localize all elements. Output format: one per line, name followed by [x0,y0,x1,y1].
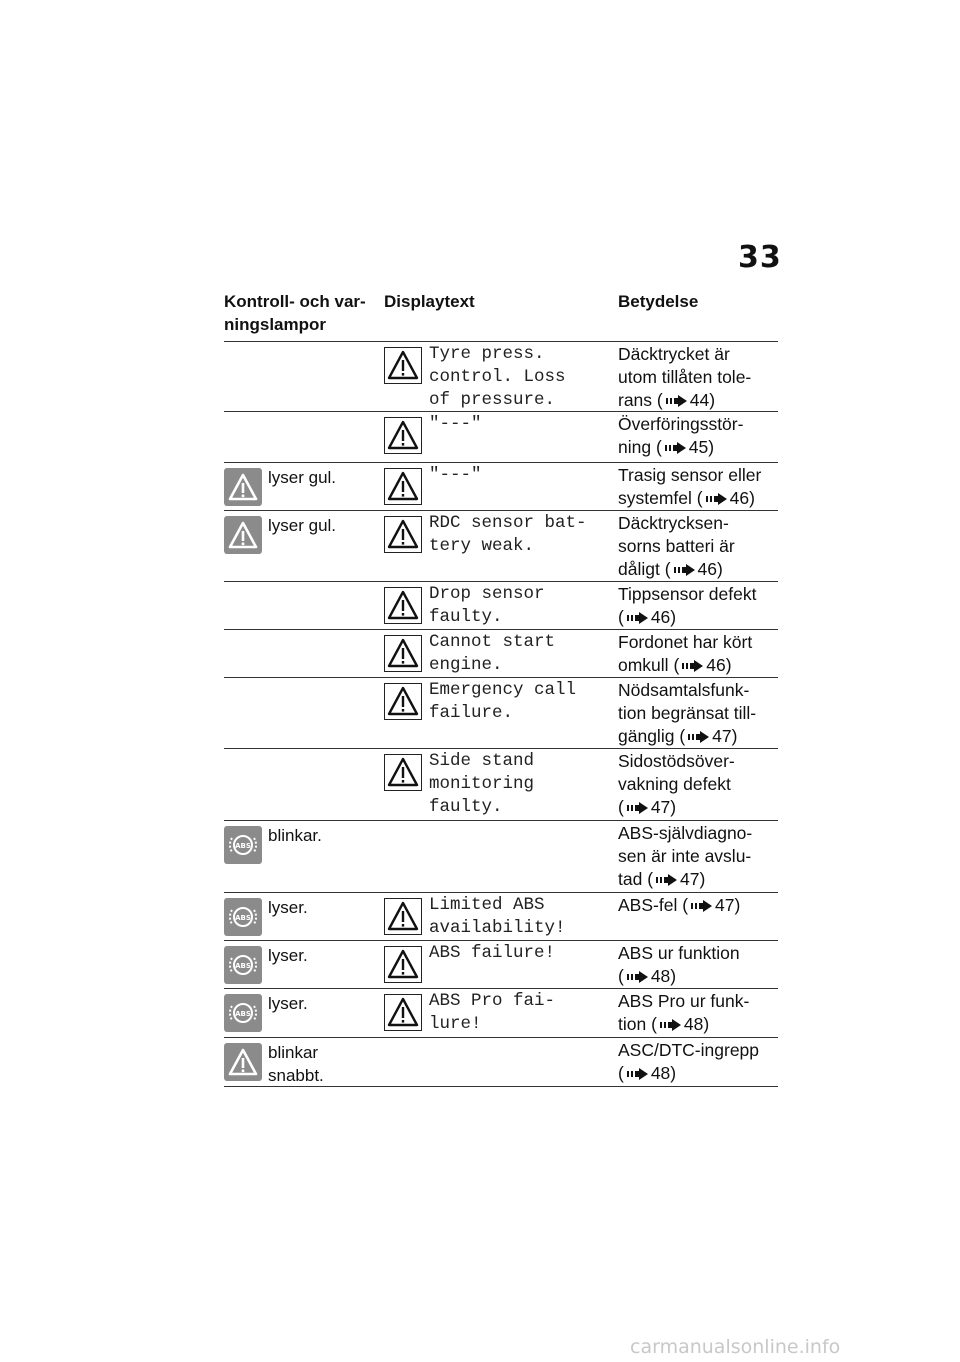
arrow-icon [660,1014,682,1037]
meaning: ABS-självdiagno- sen är inte avslu- tad ( 47) [618,822,778,892]
table-row [224,629,778,677]
page-number: 33 [738,240,782,275]
arrow-icon [666,390,688,413]
warning-triangle-icon [384,754,422,791]
warning-triangle-icon [384,898,422,935]
watermark: carmanualsonline.info [630,1336,841,1358]
display-text: "---" [429,414,482,434]
table-row [224,411,778,462]
arrow-icon [627,607,649,630]
table-row [224,1037,778,1087]
display-text: Side stand monitoring faulty. [429,751,535,817]
lamp-state: lyser. [268,898,308,917]
warning-triangle-icon [224,468,262,506]
display-text: ABS failure! [429,943,556,963]
meaning: Sidostödsöver- vakning defekt ( 47) [618,750,778,820]
display-text: "---" [429,465,482,485]
arrow-icon [665,437,687,460]
table-row [224,462,778,510]
meaning: Däcktrycksen- sorns batteri är dåligt ( 46) [618,512,778,582]
meaning: Däcktrycket är utom tillåten tole- rans ( 44) [618,343,778,413]
svg-text:ABS: ABS [235,1010,251,1018]
header-display-text: Displaytext [384,292,475,311]
lamp-state: blinkar. [268,826,322,845]
warning-triangle-icon [384,516,422,553]
lamp-state: lyser gul. [268,516,337,535]
lamp-state: blinkar snabbt. [268,1043,324,1085]
table-row [224,820,778,892]
warning-triangle-icon [384,347,422,384]
abs-icon [224,826,262,864]
table-row [224,988,778,1037]
display-text: Drop sensor faulty. [429,584,545,627]
display-text: Tyre press. control. Loss of pressure. [429,344,566,410]
table-row [224,748,778,820]
asc-dtc-icon [224,1043,262,1081]
arrow-icon [627,966,649,989]
meaning: ABS Pro ur funk- tion ( 48) [618,990,778,1037]
warning-triangle-icon [384,994,422,1031]
warning-triangle-icon [384,683,422,720]
warning-triangle-icon [384,417,422,454]
meaning: Överföringsstör- ning ( 45) [618,413,778,460]
arrow-icon [674,559,696,582]
display-text: RDC sensor bat- tery weak. [429,513,587,556]
svg-text:ABS: ABS [235,842,251,850]
warning-triangle-icon [384,946,422,983]
arrow-icon [691,895,713,918]
abs-icon [224,898,262,936]
arrow-icon [627,797,649,820]
display-text: ABS Pro fai- lure! [429,991,556,1034]
table-row [224,581,778,629]
lamp-state: lyser gul. [268,468,337,487]
lamp-state: lyser. [268,994,308,1013]
table-row [224,940,778,988]
meaning: ABS-fel ( 47) [618,894,778,918]
meaning: Nödsamtalsfunk- tion begränsat till- gänglig ( 47) [618,679,778,749]
arrow-icon [688,726,710,749]
abs-icon [224,946,262,984]
table-row [224,341,778,411]
warning-triangle-icon [384,635,422,672]
meaning: ASC/DTC-ingrepp ( 48) [618,1039,778,1086]
svg-text:ABS: ABS [235,962,251,970]
svg-text:ABS: ABS [235,914,251,922]
table-row [224,510,778,581]
warning-triangle-icon [224,516,262,554]
display-text: Limited ABS availability! [429,895,566,938]
table-row [224,677,778,748]
display-text: Cannot start engine. [429,632,556,675]
table-row [224,892,778,940]
meaning: Fordonet har kört omkull ( 46) [618,631,778,678]
display-text: Emergency call failure. [429,680,577,723]
warning-lamp-table [224,341,778,1087]
lamp-state: lyser. [268,946,308,965]
meaning: Trasig sensor eller systemfel ( 46) [618,464,778,511]
meaning: ABS ur funktion ( 48) [618,942,778,989]
arrow-icon [627,1063,649,1086]
arrow-icon [706,488,728,511]
meaning: Tippsensor defekt ( 46) [618,583,778,630]
arrow-icon [656,869,678,892]
warning-triangle-icon [384,468,422,505]
header-warning-lamps: Kontroll- och var- ningslampor [224,292,366,334]
header-meaning: Betydelse [618,292,699,311]
abs-icon [224,994,262,1032]
warning-triangle-icon [384,587,422,624]
arrow-icon [682,655,704,678]
